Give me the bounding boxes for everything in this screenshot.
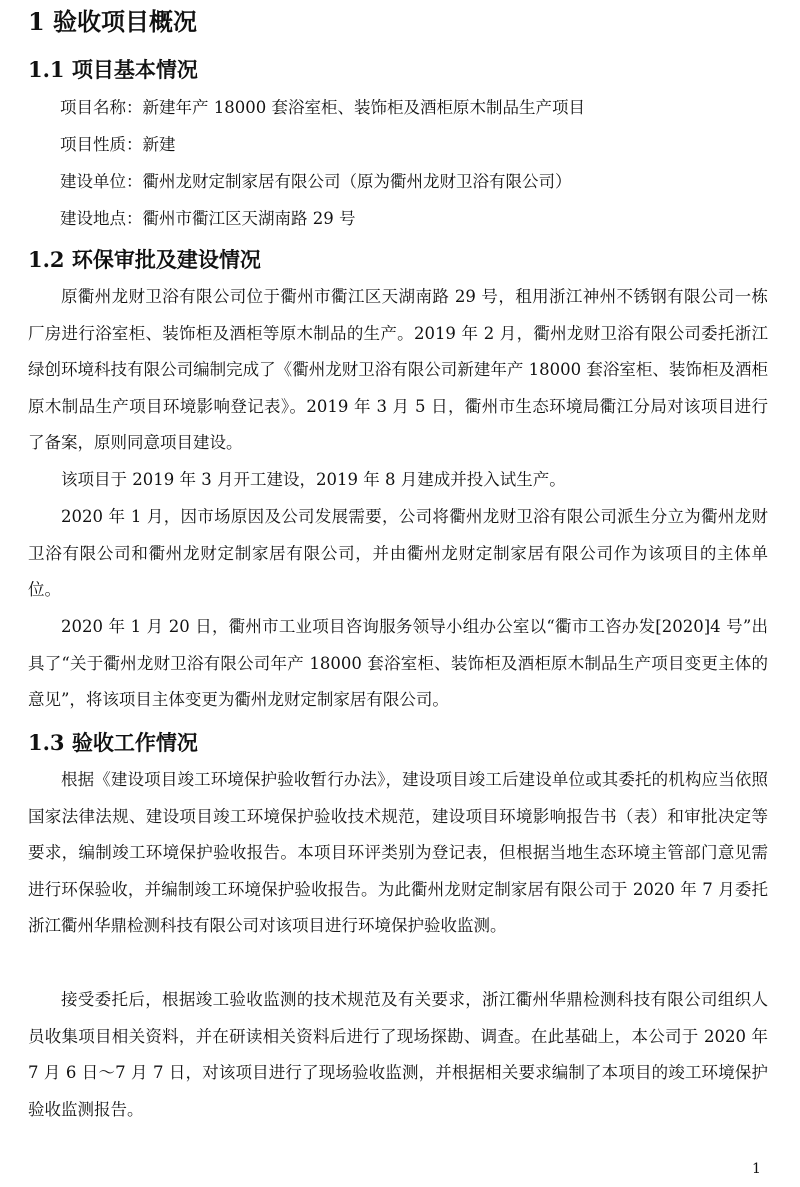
construction-unit-line: 建设单位：衢州龙财定制家居有限公司（原为衢州龙财卫浴有限公司） xyxy=(60,172,572,191)
paragraph-construction-dates: 该项目于 2019 年 3 月开工建设，2019 年 8 月建成并投入试生产。 xyxy=(61,470,566,489)
paragraph-monitoring-work: 接受委托后，根据竣工验收监测的技术规范及有关要求，浙江衢州华鼎检测科技有限公司组织人员收集项目相关资料，并在研读相关资料后进行了现场探勘、调查。在此基础上，本公司于 2020 年 7 月 6 日～7 月 7 日，对该项目进行了现场验收监测，并根据相关要求编制了本项目的竣工环境保护验收监测报告。 xyxy=(28,990,768,1119)
section-1-1-heading: 1.1 项目基本情况 xyxy=(28,57,198,82)
project-name-line: 项目名称：新建年产 18000 套浴室柜、装饰柜及酒柜原木制品生产项目 xyxy=(60,98,585,117)
section-1-heading: 1 验收项目概况 xyxy=(28,7,198,36)
paragraph-approval-history: 原衢州龙财卫浴有限公司位于衢州市衢江区天湖南路 29 号，租用浙江神州不锈钢有限公司一栋厂房进行浴室柜、装饰柜及酒柜等原木制品的生产。2019 年 2 月，衢州龙财卫浴有限公司委托浙江绿创环境科技有限公司编制完成了《衢州龙财卫浴有限公司新建年产 18000 套浴室柜、装饰柜及酒柜原木制品生产项目环境影响登记表》。2019 年 3 月 5 日，衢州市生态环境局衢江分局对该项目进行了备案，原则同意项目建设。 xyxy=(28,287,768,453)
paragraph-company-split: 2020 年 1 月，因市场原因及公司发展需要，公司将衢州龙财卫浴有限公司派生分立为衢州龙财卫浴有限公司和衢州龙财定制家居有限公司，并由衢州龙财定制家居有限公司作为该项目的主体单位。 xyxy=(28,507,768,600)
paragraph-acceptance-basis: 根据《建设项目竣工环境保护验收暂行办法》，建设项目竣工后建设单位或其委托的机构应当依照国家法律法规、建设项目竣工环境保护验收技术规范，建设项目环境影响报告书（表）和审批决定等要求，编制竣工环境保护验收报告。本项目环评类别为登记表，但根据当地生态环境主管部门意见需进行环保验收，并编制竣工环境保护验收报告。为此衢州龙财定制家居有限公司于 2020 年 7 月委托浙江衢州华鼎检测科技有限公司对该项目进行环境保护验收监测。 xyxy=(28,770,768,936)
construction-site-line: 建设地点：衢州市衢江区天湖南路 29 号 xyxy=(60,209,356,228)
project-nature-line: 项目性质：新建 xyxy=(60,135,176,154)
page-number: 1 xyxy=(752,1161,761,1177)
paragraph-subject-change: 2020 年 1 月 20 日，衢州市工业项目咨询服务领导小组办公室以“衢市工咨办发[2020]4 号”出具了“关于衢州龙财卫浴有限公司年产 18000 套浴室柜、装饰柜及酒柜原木制品生产项目变更主体的意见”，将该项目主体变更为衢州龙财定制家居有限公司。 xyxy=(28,617,768,710)
section-1-3-heading: 1.3 验收工作情况 xyxy=(28,730,198,755)
section-1-2-heading: 1.2 环保审批及建设情况 xyxy=(28,247,261,272)
